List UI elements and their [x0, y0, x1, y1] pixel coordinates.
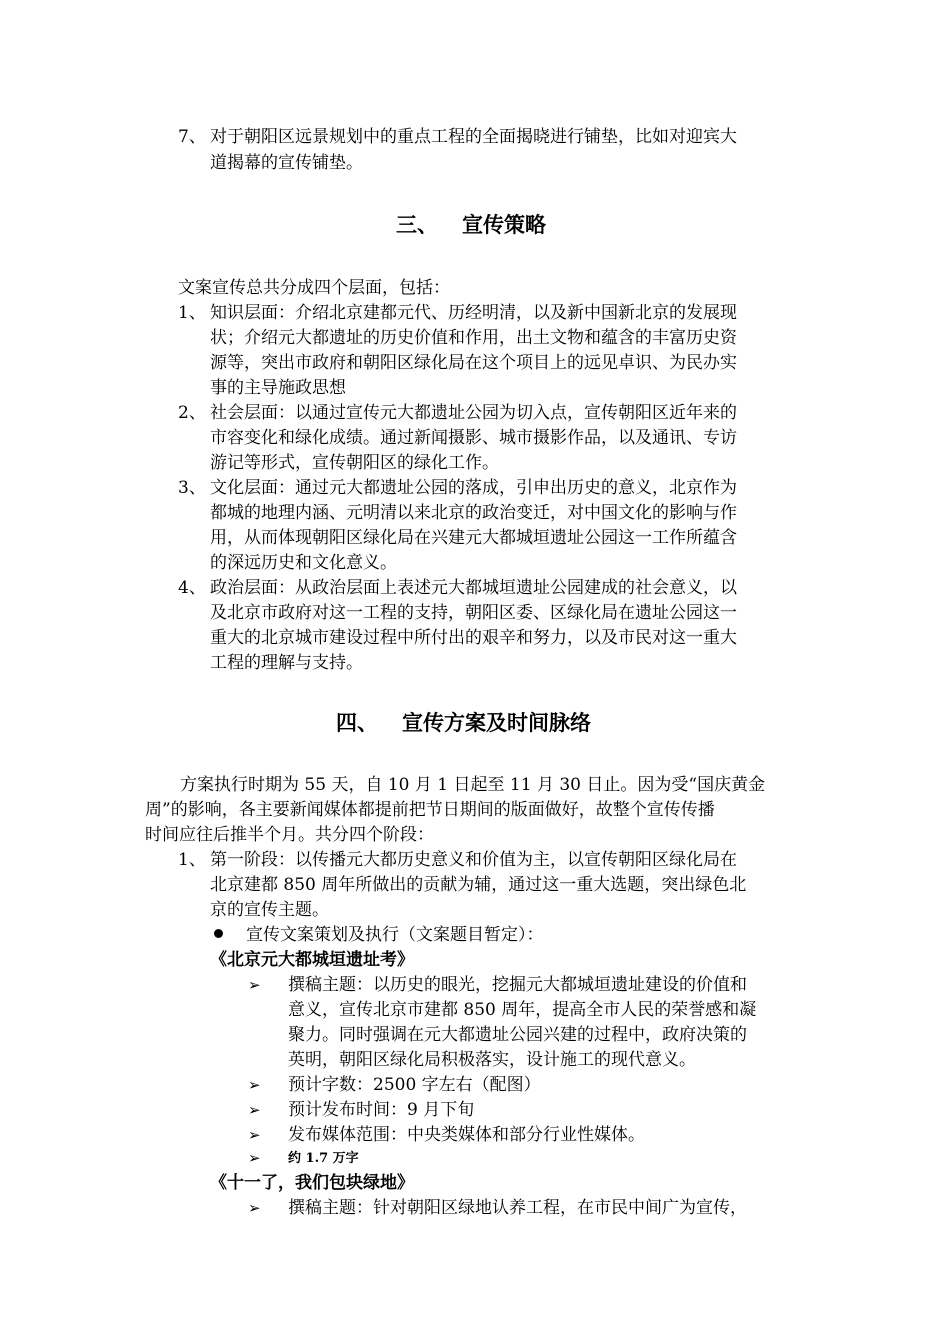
bullet-text: 宣传文案策划及执行（文案题目暂定）： [246, 925, 544, 945]
item-text-line: 用，从而体现朝阳区绿化局在兴建元大都城垣遗址公园这一工作所蕴含 [210, 528, 737, 548]
item-text-line: 都城的地理内涵、元明清以来北京的政治变迁，对中国文化的影响与作 [210, 503, 737, 523]
item-text-line: 京的宣传主题。 [210, 900, 329, 920]
item-text-line: 第一阶段：以传播元大都历史意义和价值为主，以宣传朝阳区绿化局在 [210, 850, 737, 870]
article-title: 《北京元大都城垣遗址考》 [210, 950, 414, 970]
item-text-line: 源等，突出市政府和朝阳区绿化局在这个项目上的远见卓识、为民办实 [210, 353, 737, 373]
item-text-line: 对于朝阳区远景规划中的重点工程的全面揭晓进行铺垫，比如对迎宾大 [210, 127, 737, 147]
item-number: 3、 [178, 478, 206, 498]
item-text-line: 文化层面：通过元大都遗址公园的落成，引申出历史的意义，北京作为 [210, 478, 737, 498]
arrow-bullet-icon: ➢ [248, 1199, 261, 1217]
item-number: 2、 [178, 403, 206, 423]
article-title: 《十一了，我们包块绿地》 [210, 1173, 414, 1193]
item-text-line: 道揭幕的宣传铺垫。 [210, 153, 363, 173]
article-theme-line: 撰稿主题：以历史的眼光，挖掘元大都城垣遗址建设的价值和 [288, 975, 747, 995]
item-text-line: 社会层面：以通过宣传元大都遗址公园为切入点，宣传朝阳区近年来的 [210, 403, 737, 423]
item-text-line: 市容变化和绿化成绩。通过新闻摄影、城市摄影作品，以及通讯、专访 [210, 428, 737, 448]
item-text-line: 重大的北京城市建设过程中所付出的艰辛和努力，以及市民对这一重大 [210, 628, 737, 648]
section-title: 宣传方案及时间脉络 [402, 710, 591, 735]
item-number: 7、 [178, 127, 206, 147]
arrow-bullet-icon: ➢ [248, 1076, 261, 1094]
article-word-count: 预计字数：2500 字左右（配图） [288, 1075, 541, 1095]
article-theme-line: 英明，朝阳区绿化局积极落实，设计施工的现代意义。 [288, 1050, 696, 1070]
lead-paragraph: 文案宣传总共分成四个层面，包括： [178, 278, 450, 298]
body-paragraph-line: 时间应往后推半个月。共分四个阶段： [145, 825, 434, 845]
item-text-line: 知识层面：介绍北京建都元代、历经明清，以及新中国新北京的发展现 [210, 303, 737, 323]
article-theme-line: 撰稿主题：针对朝阳区绿地认养工程，在市民中间广为宣传， [288, 1198, 747, 1218]
body-paragraph-line: 方案执行时期为 55 天，自 10 月 1 日起至 11 月 30 日止。因为受“国庆黄金 [180, 775, 766, 795]
item-number: 1、 [178, 303, 206, 323]
item-text-line: 的深远历史和文化意义。 [210, 553, 397, 573]
item-number: 1、 [178, 850, 206, 870]
section-title: 宣传策略 [462, 212, 546, 237]
arrow-bullet-icon: ➢ [248, 1149, 261, 1167]
bullet-dot-icon [214, 929, 223, 938]
article-theme-line: 聚力。同时强调在元大都遗址公园兴建的过程中，政府决策的 [288, 1025, 747, 1045]
item-text-line: 状；介绍元大都遗址的历史价值和作用，出土文物和蕴含的丰富历史资 [210, 328, 737, 348]
arrow-bullet-icon: ➢ [248, 1101, 261, 1119]
arrow-bullet-icon: ➢ [248, 976, 261, 994]
item-text-line: 游记等形式，宣传朝阳区的绿化工作。 [210, 453, 499, 473]
item-text-line: 及北京市政府对这一工程的支持，朝阳区委、区绿化局在遗址公园这一 [210, 603, 737, 623]
article-publish-time: 预计发布时间：9 月下旬 [288, 1100, 475, 1120]
item-text-line: 工程的理解与支持。 [210, 653, 363, 673]
arrow-bullet-icon: ➢ [248, 1126, 261, 1144]
section-number: 四、 [336, 710, 378, 735]
item-text-line: 北京建都 850 周年所做出的贡献为辅，通过这一重大选题，突出绿色北 [210, 875, 747, 895]
item-text-line: 政治层面：从政治层面上表述元大都城垣遗址公园建成的社会意义，以 [210, 578, 737, 598]
article-note: 约 1.7 万字 [288, 1151, 359, 1166]
section-number: 三、 [396, 212, 438, 237]
item-number: 4、 [178, 578, 206, 598]
item-text-line: 事的主导施政思想 [210, 378, 346, 398]
article-theme-line: 意义，宣传北京市建都 850 周年，提高全市人民的荣誉感和凝 [288, 1000, 757, 1020]
body-paragraph-line: 周”的影响，各主要新闻媒体都提前把节日期间的版面做好，故整个宣传传播 [145, 800, 715, 820]
article-media-scope: 发布媒体范围：中央类媒体和部分行业性媒体。 [288, 1125, 645, 1145]
